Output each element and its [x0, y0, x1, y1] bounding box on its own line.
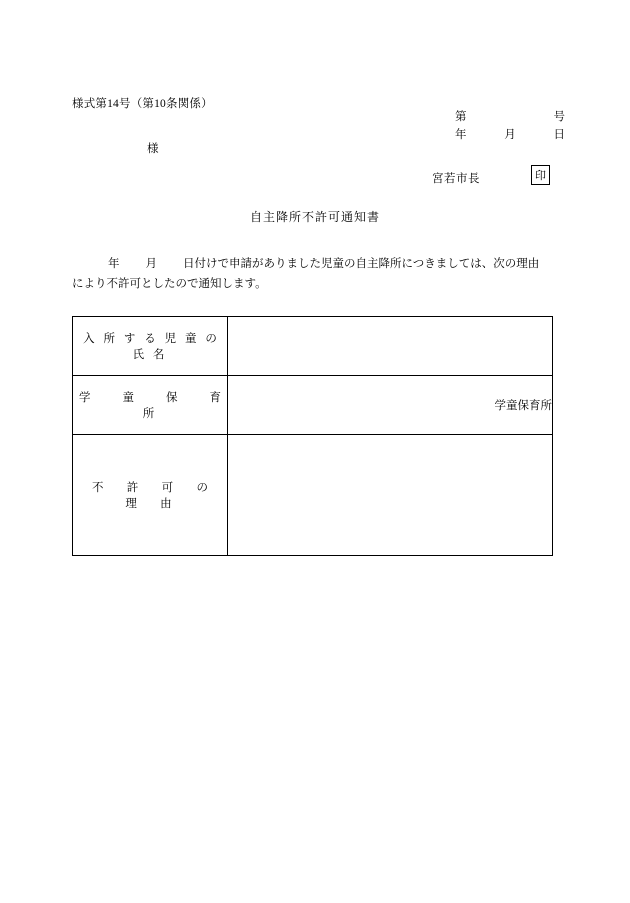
addressee-suffix: 様: [147, 143, 159, 155]
child-name-label: 入 所 す る 児 童 の 氏 名: [73, 317, 228, 376]
body-paragraph: [72, 254, 554, 294]
document-date-line: [455, 126, 565, 142]
document-title: 自主降所不許可通知書: [249, 210, 380, 224]
reason-label: 不 許 可 の 理 由: [73, 435, 228, 556]
date-month-label: 月: [504, 129, 516, 141]
body-year-label: 年: [108, 258, 120, 270]
table-row: [73, 435, 553, 556]
document-number-unit: 号: [553, 111, 565, 123]
seal-icon: 印: [531, 165, 550, 185]
table-row: [73, 376, 553, 435]
form-number: 様式第14号（第10条関係）: [72, 98, 213, 110]
document-number-label: 第: [455, 111, 467, 123]
table-row: [73, 317, 553, 376]
body-second-line: により不許可としたので通知します。: [72, 278, 267, 290]
date-year-label: 年: [455, 129, 467, 141]
date-day-label: 日: [553, 129, 565, 141]
notice-table: [72, 316, 553, 556]
facility-label: 学 童 保 育 所: [73, 376, 228, 435]
body-month-label: 月: [145, 258, 157, 270]
body-lead-text: 日付けで申請がありました児童の自主降所につきましては、次の理由: [183, 258, 540, 270]
document-number-line: [455, 108, 565, 124]
child-name-value[interactable]: [228, 317, 553, 376]
facility-value[interactable]: 学童保育所: [228, 376, 553, 435]
reason-value[interactable]: [228, 435, 553, 556]
issuer-name: 宮若市長: [432, 173, 480, 185]
